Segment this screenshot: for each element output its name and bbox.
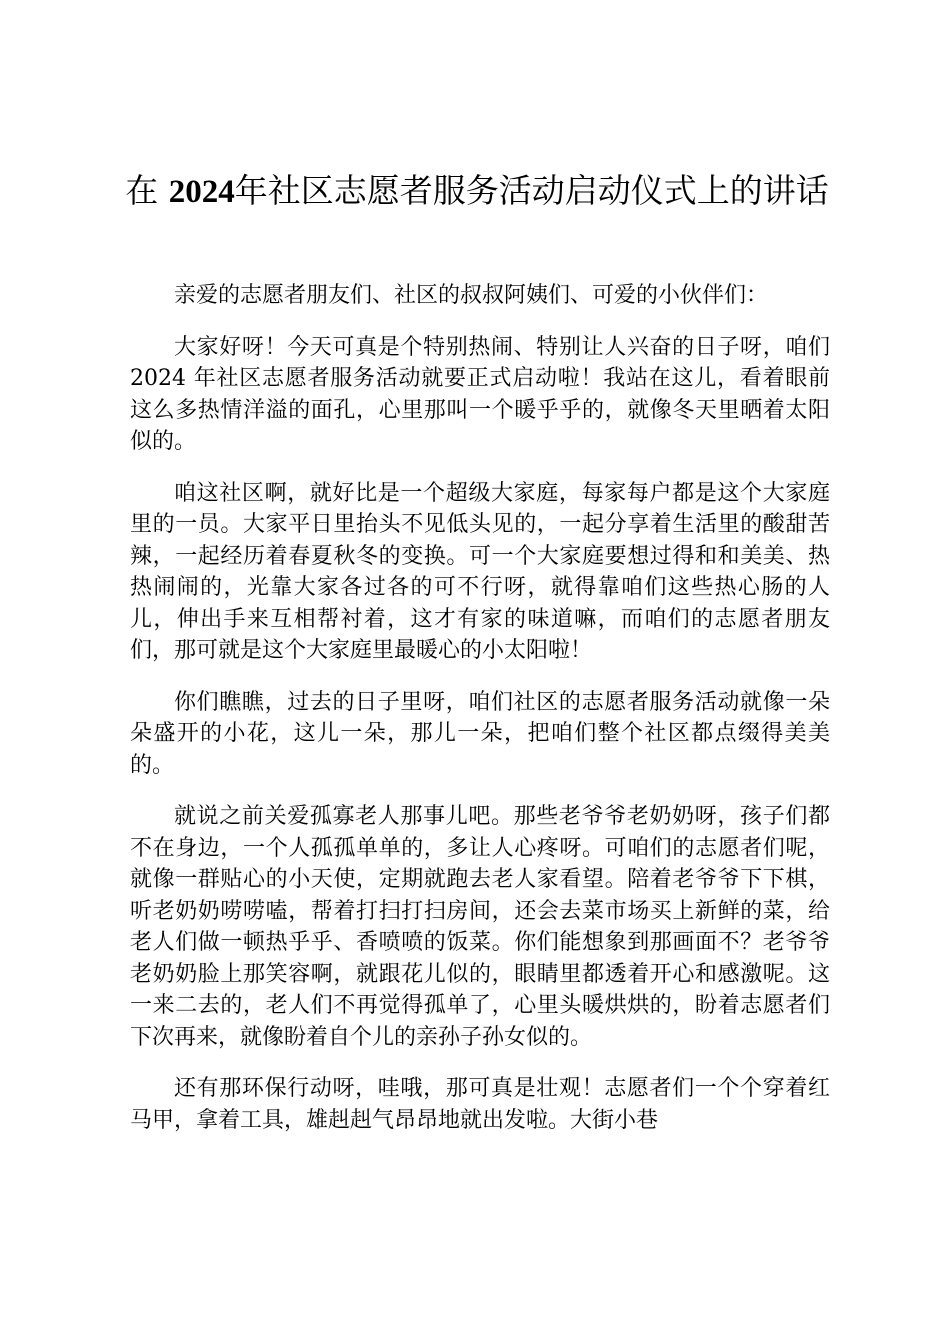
title-prefix: 在 [125, 171, 169, 210]
paragraph-community: 咱这社区啊，就好比是一个超级大家庭，每家每户都是这个大家庭里的一员。大家平日里抬头不见低头见的，一起分享着生活里的酸甜苦辣，一起经历着春夏秋冬的变换。可一个大家庭要想过得和和美美、热热闹闹的，光靠大家各过各的可不行呀，就得靠咱们这些热心肠的人儿，伸出手来互相帮衬着，这才有家的味道嘛，而咱们的志愿者朋友们，那可就是这个大家庭里最暖心的小太阳啦！ [130, 480, 830, 663]
page-title [120, 166, 834, 217]
paragraph-past-activities: 你们瞧瞧，过去的日子里呀，咱们社区的志愿者服务活动就像一朵朵盛开的小花，这儿一朵，那儿一朵，把咱们整个社区都点缀得美美的。 [130, 689, 830, 778]
title-suffix: 年社区志愿者服务活动启动仪式上的讲话 [234, 171, 829, 210]
paragraph-environment: 还有那环保行动呀，哇哦，那可真是壮观！志愿者们一个个穿着红马甲，拿着工具，雄赳赳气昂昂地就出发啦。大街小巷 [130, 1076, 830, 1133]
paragraph-greeting: 大家好呀！今天可真是个特别热闹、特别让人兴奋的日子呀，咱们 2024 年社区志愿者服务活动就要正式启动啦！我站在这儿，看着眼前这么多热情洋溢的面孔，心里那叫一个暖乎乎的，就像冬天里晒着太阳似的。 [130, 334, 830, 454]
document-body [130, 280, 830, 1156]
title-year: 2024 [168, 174, 235, 210]
paragraph-elderly-care: 就说之前关爱孤寡老人那事儿吧。那些老爷爷老奶奶呀，孩子们都不在身边，一个人孤孤单单的，多让人心疼呀。可咱们的志愿者们呢，就像一群贴心的小天使，定期就跑去老人家看望。陪着老爷爷下下棋，听老奶奶唠唠嗑，帮着打扫打扫房间，还会去菜市场买上新鲜的菜，给老人们做一顿热乎乎、香喷喷的饭菜。你们能想象到那画面不？老爷爷老奶奶脸上那笑容啊，就跟花儿似的，眼睛里都透着开心和感激呢。这一来二去的，老人们不再觉得孤单了，心里头暖烘烘的，盼着志愿者们下次再来，就像盼着自个儿的亲孙子孙女似的。 [130, 804, 830, 1050]
paragraph-salutation: 亲爱的志愿者朋友们、社区的叔叔阿姨们、可爱的小伙伴们： [174, 283, 769, 308]
